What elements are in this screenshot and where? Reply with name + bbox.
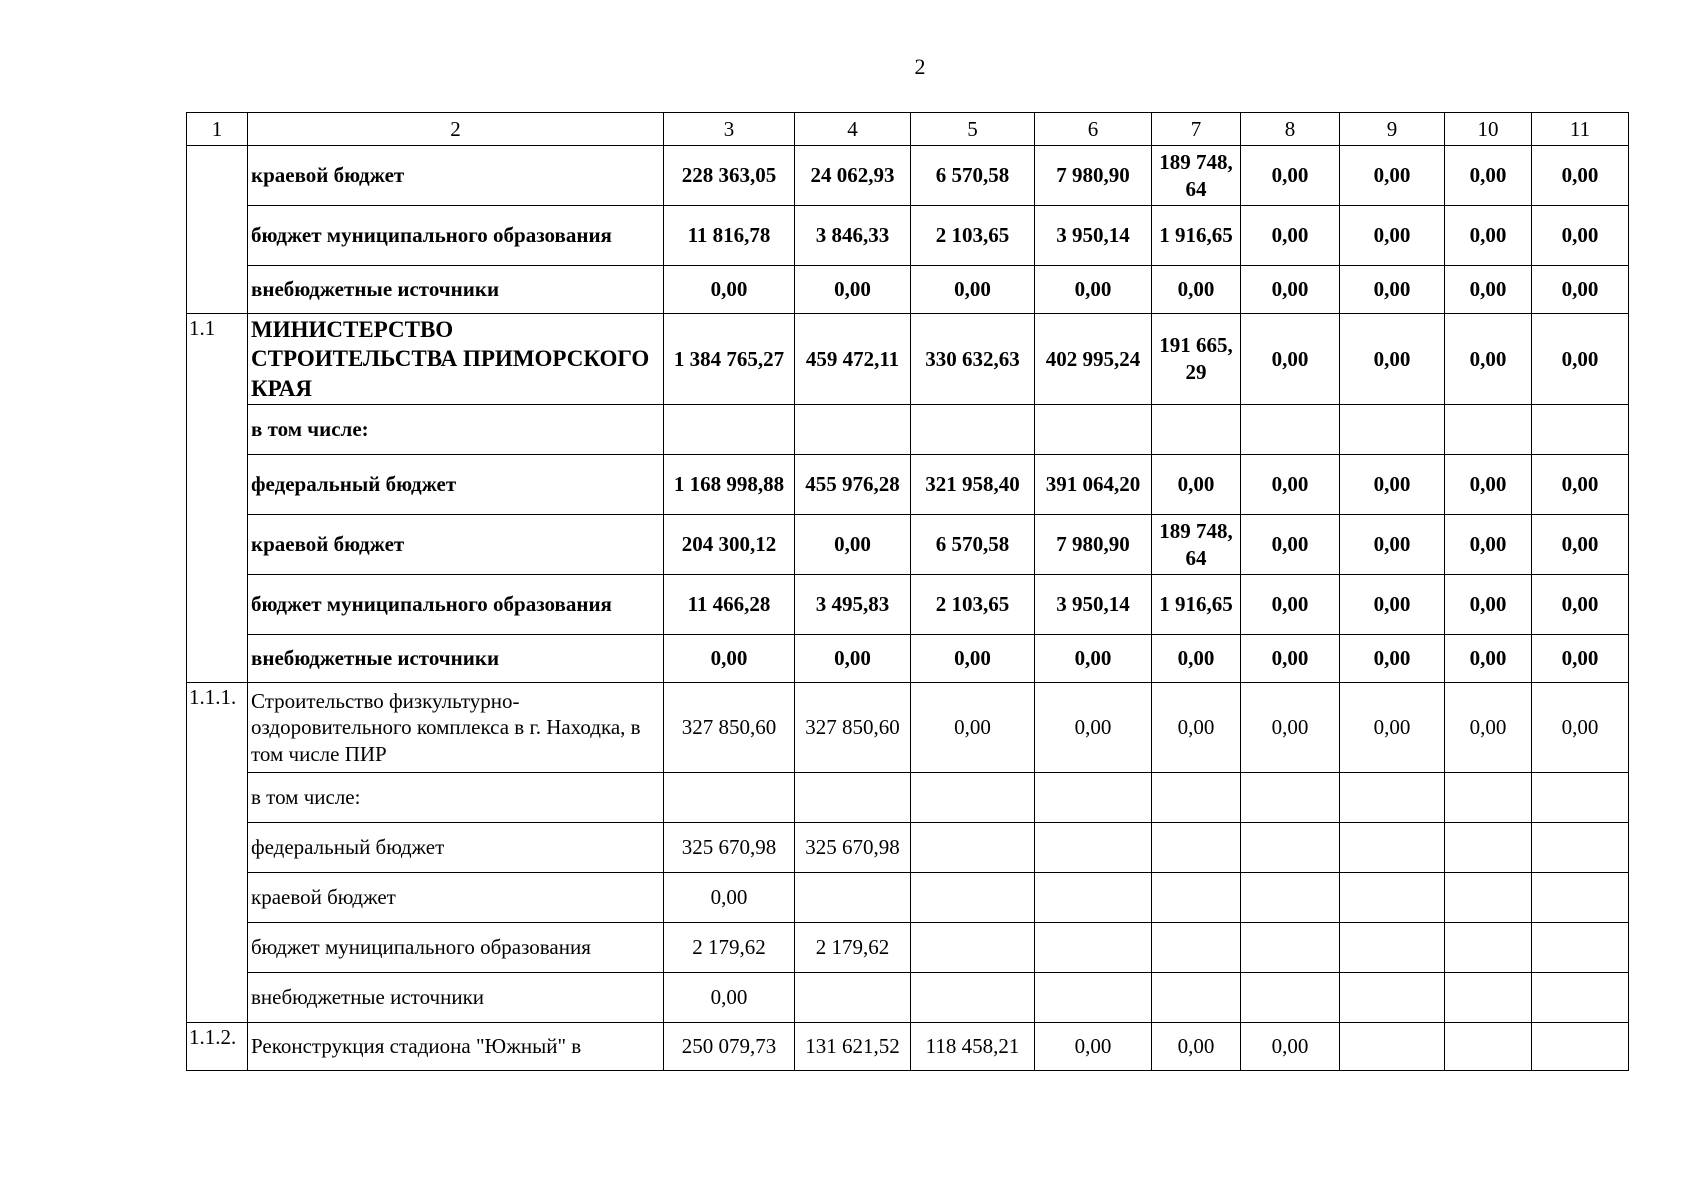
value-cell: 0,00: [1241, 314, 1340, 405]
value-cell: 0,00: [1340, 146, 1445, 206]
value-cell: 0,00: [1532, 146, 1629, 206]
value-cell: 11 466,28: [664, 575, 795, 635]
value-cell: [1152, 405, 1241, 455]
value-cell: 0,00: [1241, 515, 1340, 575]
value-cell: [1241, 873, 1340, 923]
table-header-row: [187, 113, 1629, 146]
value-cell: [1532, 1023, 1629, 1071]
value-cell: 0,00: [1532, 575, 1629, 635]
value-cell: 2 103,65: [911, 575, 1035, 635]
row-label: Строительство физкультурно-оздоровительного комплекса в г. Находка, в том числе ПИР: [248, 683, 664, 773]
value-cell: 0,00: [1241, 455, 1340, 515]
value-cell: [1241, 773, 1340, 823]
value-cell: 0,00: [1340, 635, 1445, 683]
value-cell: [1340, 923, 1445, 973]
value-cell: 3 950,14: [1035, 206, 1152, 266]
value-cell: [1035, 773, 1152, 823]
value-cell: [1035, 923, 1152, 973]
value-cell: 0,00: [1035, 1023, 1152, 1071]
value-cell: 0,00: [1445, 146, 1532, 206]
value-cell: 0,00: [1340, 314, 1445, 405]
page-number: 2: [914, 54, 926, 79]
table-row: [187, 823, 1629, 873]
value-cell: [1532, 973, 1629, 1023]
value-cell: 0,00: [1241, 266, 1340, 314]
value-cell: 0,00: [664, 635, 795, 683]
row-label: внебюджетные источники: [248, 635, 664, 683]
value-cell: 0,00: [1532, 266, 1629, 314]
value-cell: 0,00: [664, 873, 795, 923]
table-row: [187, 635, 1629, 683]
row-label: краевой бюджет: [248, 873, 664, 923]
value-cell: 7 980,90: [1035, 515, 1152, 575]
value-cell: [911, 973, 1035, 1023]
table-row: [187, 973, 1629, 1023]
value-cell: [1340, 823, 1445, 873]
value-cell: [1445, 773, 1532, 823]
value-cell: [1035, 823, 1152, 873]
row-label: бюджет муниципального образования: [248, 575, 664, 635]
column-header: 11: [1532, 113, 1629, 146]
value-cell: 0,00: [1340, 515, 1445, 575]
value-cell: [1340, 773, 1445, 823]
value-cell: 321 958,40: [911, 455, 1035, 515]
value-cell: 1 916,65: [1152, 206, 1241, 266]
row-label: МИНИСТЕРСТВО СТРОИТЕЛЬСТВА ПРИМОРСКОГО КРАЯ: [248, 314, 664, 405]
value-cell: [911, 773, 1035, 823]
value-cell: [1152, 873, 1241, 923]
value-cell: [1532, 405, 1629, 455]
value-cell: [1445, 973, 1532, 1023]
row-code: 1.1.1.: [187, 683, 248, 1023]
value-cell: [1340, 405, 1445, 455]
table-row: [187, 575, 1629, 635]
value-cell: 0,00: [1445, 683, 1532, 773]
column-header: 3: [664, 113, 795, 146]
value-cell: 0,00: [1445, 206, 1532, 266]
table-row: [187, 873, 1629, 923]
value-cell: 131 621,52: [795, 1023, 911, 1071]
value-cell: 0,00: [664, 266, 795, 314]
value-cell: 11 816,78: [664, 206, 795, 266]
column-header: 10: [1445, 113, 1532, 146]
table-row: [187, 683, 1629, 773]
value-cell: 0,00: [911, 266, 1035, 314]
value-cell: 0,00: [1340, 455, 1445, 515]
value-cell: 0,00: [1241, 206, 1340, 266]
row-code: 1.1.2.: [187, 1023, 248, 1071]
row-label: бюджет муниципального образования: [248, 206, 664, 266]
row-code: [187, 146, 248, 314]
value-cell: 0,00: [1152, 635, 1241, 683]
value-cell: 0,00: [911, 683, 1035, 773]
value-cell: [1340, 973, 1445, 1023]
row-code: 1.1: [187, 314, 248, 683]
value-cell: 0,00: [1445, 455, 1532, 515]
value-cell: 0,00: [1241, 635, 1340, 683]
value-cell: 1 384 765,27: [664, 314, 795, 405]
value-cell: [1445, 823, 1532, 873]
value-cell: 327 850,60: [664, 683, 795, 773]
table-row: [187, 515, 1629, 575]
value-cell: 0,00: [1445, 314, 1532, 405]
value-cell: 189 748,64: [1152, 146, 1241, 206]
value-cell: [911, 823, 1035, 873]
value-cell: 0,00: [1241, 683, 1340, 773]
value-cell: [1152, 823, 1241, 873]
value-cell: [1532, 823, 1629, 873]
value-cell: 0,00: [1532, 455, 1629, 515]
value-cell: 0,00: [1445, 575, 1532, 635]
value-cell: [1445, 405, 1532, 455]
value-cell: 191 665,29: [1152, 314, 1241, 405]
table-row: [187, 266, 1629, 314]
value-cell: 325 670,98: [795, 823, 911, 873]
row-label: в том числе:: [248, 773, 664, 823]
value-cell: 459 472,11: [795, 314, 911, 405]
value-cell: [795, 873, 911, 923]
column-header: 7: [1152, 113, 1241, 146]
value-cell: 0,00: [1340, 206, 1445, 266]
value-cell: 0,00: [795, 266, 911, 314]
value-cell: 325 670,98: [664, 823, 795, 873]
table-row: [187, 773, 1629, 823]
column-header: 8: [1241, 113, 1340, 146]
value-cell: 2 179,62: [795, 923, 911, 973]
value-cell: 0,00: [1241, 146, 1340, 206]
value-cell: [1340, 873, 1445, 923]
table-row: [187, 146, 1629, 206]
value-cell: 0,00: [1035, 266, 1152, 314]
value-cell: 3 846,33: [795, 206, 911, 266]
value-cell: 0,00: [1532, 206, 1629, 266]
value-cell: [1445, 923, 1532, 973]
value-cell: [1445, 873, 1532, 923]
value-cell: 6 570,58: [911, 515, 1035, 575]
column-header: 9: [1340, 113, 1445, 146]
value-cell: 118 458,21: [911, 1023, 1035, 1071]
value-cell: [911, 873, 1035, 923]
value-cell: 0,00: [1035, 635, 1152, 683]
row-label: внебюджетные источники: [248, 973, 664, 1023]
table-row: [187, 206, 1629, 266]
value-cell: [1035, 973, 1152, 1023]
value-cell: 1 916,65: [1152, 575, 1241, 635]
value-cell: 1 168 998,88: [664, 455, 795, 515]
value-cell: [1035, 405, 1152, 455]
value-cell: 250 079,73: [664, 1023, 795, 1071]
value-cell: 7 980,90: [1035, 146, 1152, 206]
row-label: бюджет муниципального образования: [248, 923, 664, 973]
value-cell: [911, 405, 1035, 455]
value-cell: [795, 405, 911, 455]
table-row: [187, 923, 1629, 973]
column-header: 5: [911, 113, 1035, 146]
value-cell: 0,00: [795, 515, 911, 575]
value-cell: 6 570,58: [911, 146, 1035, 206]
value-cell: [664, 405, 795, 455]
value-cell: 0,00: [664, 973, 795, 1023]
value-cell: 204 300,12: [664, 515, 795, 575]
value-cell: 24 062,93: [795, 146, 911, 206]
value-cell: 0,00: [1532, 314, 1629, 405]
value-cell: 0,00: [1532, 515, 1629, 575]
value-cell: 0,00: [795, 635, 911, 683]
value-cell: [1532, 923, 1629, 973]
value-cell: 228 363,05: [664, 146, 795, 206]
column-header: 2: [248, 113, 664, 146]
value-cell: [1241, 405, 1340, 455]
value-cell: [1241, 923, 1340, 973]
table-row: [187, 455, 1629, 515]
row-label: в том числе:: [248, 405, 664, 455]
row-label: Реконструкция стадиона "Южный" в: [248, 1023, 664, 1071]
value-cell: 0,00: [911, 635, 1035, 683]
value-cell: 3 495,83: [795, 575, 911, 635]
value-cell: [1340, 1023, 1445, 1071]
table-row: [187, 405, 1629, 455]
value-cell: 0,00: [1152, 1023, 1241, 1071]
table-row: [187, 314, 1629, 405]
column-header: 4: [795, 113, 911, 146]
table-row: [187, 1023, 1629, 1071]
value-cell: [664, 773, 795, 823]
value-cell: 327 850,60: [795, 683, 911, 773]
column-header: 1: [187, 113, 248, 146]
value-cell: [1241, 823, 1340, 873]
value-cell: [795, 973, 911, 1023]
value-cell: 0,00: [1445, 635, 1532, 683]
value-cell: 189 748,64: [1152, 515, 1241, 575]
value-cell: [1152, 773, 1241, 823]
row-label: внебюджетные источники: [248, 266, 664, 314]
value-cell: 0,00: [1152, 455, 1241, 515]
value-cell: [1035, 873, 1152, 923]
value-cell: [1445, 1023, 1532, 1071]
value-cell: 0,00: [1532, 635, 1629, 683]
value-cell: 2 103,65: [911, 206, 1035, 266]
column-header: 6: [1035, 113, 1152, 146]
value-cell: 0,00: [1152, 683, 1241, 773]
value-cell: [795, 773, 911, 823]
value-cell: [1532, 873, 1629, 923]
value-cell: 0,00: [1152, 266, 1241, 314]
value-cell: 0,00: [1340, 683, 1445, 773]
value-cell: 0,00: [1532, 683, 1629, 773]
value-cell: 330 632,63: [911, 314, 1035, 405]
value-cell: 391 064,20: [1035, 455, 1152, 515]
value-cell: [911, 923, 1035, 973]
row-label: краевой бюджет: [248, 146, 664, 206]
value-cell: [1532, 773, 1629, 823]
row-label: федеральный бюджет: [248, 823, 664, 873]
value-cell: 3 950,14: [1035, 575, 1152, 635]
row-label: федеральный бюджет: [248, 455, 664, 515]
value-cell: 0,00: [1035, 683, 1152, 773]
value-cell: 2 179,62: [664, 923, 795, 973]
budget-table: [186, 112, 1629, 1071]
value-cell: [1152, 973, 1241, 1023]
value-cell: 455 976,28: [795, 455, 911, 515]
value-cell: [1152, 923, 1241, 973]
value-cell: 0,00: [1241, 1023, 1340, 1071]
value-cell: 402 995,24: [1035, 314, 1152, 405]
value-cell: 0,00: [1340, 575, 1445, 635]
value-cell: 0,00: [1445, 266, 1532, 314]
value-cell: [1241, 973, 1340, 1023]
value-cell: 0,00: [1241, 575, 1340, 635]
value-cell: 0,00: [1445, 515, 1532, 575]
row-label: краевой бюджет: [248, 515, 664, 575]
value-cell: 0,00: [1340, 266, 1445, 314]
